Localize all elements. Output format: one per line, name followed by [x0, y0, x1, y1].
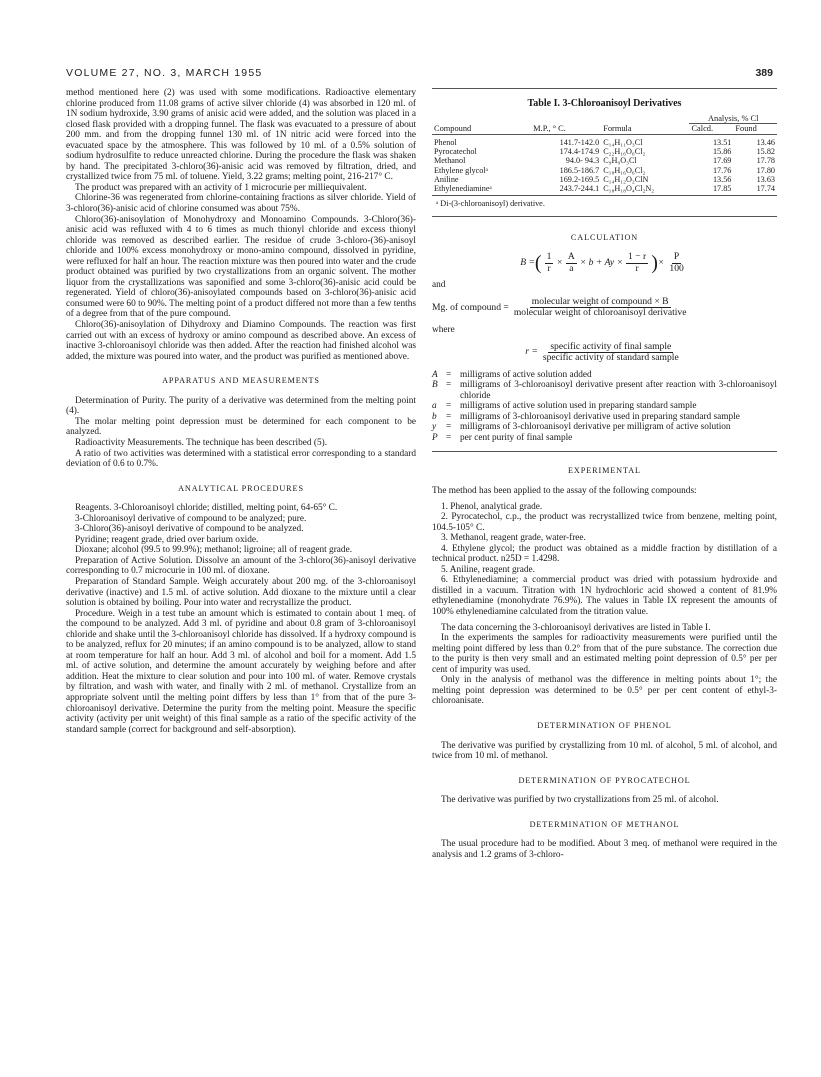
- definition-text: per cent purity of final sample: [460, 432, 573, 443]
- column-header: M.P., ° C.: [531, 123, 601, 134]
- list-item: 4. Ethylene glycol; the product was obtained as a middle fraction by distillation of a technical product. n25D = 1.4298.: [432, 543, 777, 565]
- table-cell: 13.46: [756, 137, 775, 147]
- paragraph: 3-Chloro(36)-anisoyl derivative of compound to be analyzed.: [75, 524, 304, 535]
- table-cell: 17.76: [712, 165, 732, 175]
- paragraph: The data concerning the 3-chloroanisoyl derivatives are listed in Table I.: [441, 622, 711, 633]
- section-heading: CALCULATION: [570, 232, 639, 242]
- section-heading: DETERMINATION OF METHANOL: [529, 819, 680, 829]
- paragraph: Chlorine-36 was regenerated from chlorine-containing fractions as silver chloride. Yield of 3-chloro(36)-anisic acid of chlorine consumed was about 75%.: [66, 193, 416, 215]
- table-cell: C₉H₉O₃Cl: [603, 156, 637, 166]
- paragraph: 3-Chloroanisoyl derivative of compound to be analyzed; pure.: [75, 513, 307, 524]
- definition-text: milligrams of active solution added: [460, 369, 592, 380]
- list-item: 2. Pyrocatechol, c.p., the product was recrystallized twice from benzene, melting point, 104.5-105° C.: [432, 512, 777, 533]
- definition-row: b = milligrams of 3-chloroanisoyl derivative used in preparing standard sample: [432, 412, 777, 423]
- table-cell: 94.0- 94.3: [565, 156, 600, 166]
- definition-text: milligrams of 3-chloroanisoyl derivative present after reaction with 3-chloroanisoyl chloride: [460, 380, 777, 401]
- list-item: 6. Ethylenediamine; a commercial product was dried with potassium hydroxide and distilled in a vacuum. Titration with 1N hydrochloric acid showed a content of 81.9% ethylenediamine (monohydrate 76.9%). The values in Table IX represent the amounts of 100% ethylenediamine calculated from the titration value.: [432, 575, 777, 618]
- list-item: 5. Aniline, reagent grade.: [441, 564, 535, 575]
- table-row: [432, 134, 777, 147]
- table-cell: C₂₂H₁₆O₆Cl₂: [603, 147, 646, 157]
- table-cell: C₁₈H₁₆O₆Cl₂: [603, 165, 646, 175]
- section-heading: APPARATUS AND MEASUREMENTS: [162, 376, 320, 386]
- table-cell: Phenol: [434, 137, 457, 147]
- table-cell: 13.63: [756, 174, 775, 184]
- section-heading: DETERMINATION OF PHENOL: [537, 720, 672, 730]
- page-number: 389: [755, 67, 773, 79]
- paragraph: Reagents. 3-Chloroanisoyl chloride; distilled, melting point, 64-65° C.: [75, 503, 338, 514]
- paragraph: The derivative was purified by two crystallizations from 25 ml. of alcohol.: [441, 795, 719, 806]
- column-header: Found: [733, 123, 777, 134]
- definition-text: milligrams of 3-chloroanisoyl derivative per milligram of active solution: [460, 422, 731, 433]
- definition-row: P = per cent purity of final sample: [432, 433, 777, 444]
- section-heading: DETERMINATION OF PYROCATECHOL: [518, 775, 691, 785]
- table-cell: 13.51: [712, 137, 732, 147]
- table-row: [432, 147, 777, 156]
- table-cell: 17.78: [756, 156, 775, 166]
- table-row: [432, 175, 777, 184]
- table-cell: 17.69: [712, 156, 732, 166]
- equation-b: B = ( $\frac{1}{r}$ × $\frac{A}{a}$ × b + Ay × $\frac{1 - r}{r}$ ) × $\frac{P}{100}$: [520, 251, 684, 275]
- mg-label: Mg. of compound =: [432, 301, 509, 313]
- definition-symbol: y: [432, 422, 437, 433]
- definition-symbol: P: [432, 432, 438, 443]
- definitions-list: [432, 370, 777, 444]
- column-header: Compound: [432, 123, 531, 134]
- table-cell: 15.82: [756, 147, 775, 157]
- definition-symbol: b: [432, 411, 437, 422]
- mg-denominator: molecular weight of chloroanisoyl derivative: [513, 307, 687, 319]
- definition-symbol: a: [432, 401, 437, 412]
- column-header: Calcd.: [689, 123, 733, 134]
- column-header: Formula: [601, 123, 689, 134]
- r-numerator: specific activity of final sample: [550, 340, 672, 352]
- paragraph: The method has been applied to the assay of the following compounds:: [432, 486, 697, 497]
- calculation-block: [432, 252, 777, 443]
- mg-numerator: molecular weight of compound × B: [531, 295, 669, 307]
- r-denominator: specific activity of standard sample: [542, 352, 679, 364]
- table-top-rule: [432, 88, 777, 89]
- equation-mg: [432, 297, 777, 319]
- paragraph: method mentioned here (2) was used with some modifications. Radioactive elementary chlorine produced from 11.08 grams of active silver chloride (4) was absorbed in 120 ml. of 1N sodium hydroxide, 3.90 grams of anisic acid were added, and the solution was placed in a closed flask provided with a dropping funnel. The flask was evacuated to a pressure of about 200 mm. and from the dropping funnel 130 ml. of 1N nitric acid were forced into the evacuated space by the atmosphere. This was followed by 10 ml. of a 0.5% solution of sodium hydrosulfite to reduce unreacted chlorine. During the procedure the flask was shaken by hand. The precipitated 3-chloro(36)-anisic acid was removed by filtration, dried, and crystallized twice from 75 ml. of toluene. Yield, 3.22 grams; melting point, 216-217° C.: [66, 88, 416, 183]
- where-word: where: [432, 325, 455, 335]
- paragraph: In the experiments the samples for radioactivity measurements were purified until the melting point differed by less than 0.2° from that of the pure substance. The correction due to the purity is then very small and an estimated melting point depression of 0.5° per per cent of impurity was used.: [432, 633, 777, 675]
- table-cell: 169.2-169.5: [559, 174, 600, 184]
- right-column: [432, 88, 777, 860]
- table-row: [432, 156, 777, 165]
- paragraph: Dioxane; alcohol (99.5 to 99.9%); methanol; ligroine; all of reagent grade.: [75, 545, 353, 556]
- paragraph: Chloro(36)-anisoylation of Dihydroxy and Diamino Compounds. The reaction was first carried out with an excess of hydroxy or amino compound as described above. An excess of inactive 3-chloroanisoyl chloride was then added. After the reaction had finished alcohol was added, the mixture was poured into water, and the product was purified as mentioned above.: [66, 320, 416, 362]
- paragraph: Determination of Purity. The purity of a derivative was determined from the melting point (4).: [66, 395, 416, 417]
- paragraph: A ratio of two activities was determined with a statistical error corresponding to a standard deviation of 0.6 to 0.7%.: [66, 448, 416, 470]
- and-word: and: [432, 280, 446, 291]
- journal-line: VOLUME 27, NO. 3, MARCH 1955: [66, 67, 263, 79]
- section-rule: [432, 451, 777, 452]
- table-footnote: ᵃ Di-(3-chloroanisoyl) derivative.: [436, 199, 545, 209]
- table-cell: Methanol: [434, 156, 466, 166]
- definition-row: a = milligrams of active solution used in preparing standard sample: [432, 401, 777, 412]
- paragraph: Preparation of Standard Sample. Weigh accurately about 200 mg. of the 3-chloroanisoyl derivative (inactive) and 1.5 ml. of active solution. Add dioxane to the mixture until a clear solution is obtained by boiling. Pour into water and recrystallize the product.: [66, 576, 416, 609]
- table-cell: 13.56: [712, 174, 732, 184]
- list-item: 3. Methanol, reagent grade, water-free.: [441, 533, 586, 544]
- paragraph: The molar melting point depression must be determined for each component to be analyzed.: [66, 416, 416, 438]
- table-title: Table I. 3-Chloroanisoyl Derivatives: [527, 98, 682, 109]
- definition-row: B = milligrams of 3-chloroanisoyl derivative present after reaction with 3-chloroanisoyl chloride: [432, 380, 777, 401]
- paragraph: Chloro(36)-anisoylation of Monohydroxy and Monoamino Compounds. 3-Chloro(36)-anisic acid was refluxed with 4 to 6 times as much thionyl chloride and excess thionyl chloride was removed as described earlier. The residue of crude 3-chloro-(36)-anisoyl chloride and 100% excess monohydroxy or mono-amino compound, dissolved in pyridine, were refluxed for half an hour. The reaction mixture was then poured into water and the crude product obtained was purified by two crystallizations from an organic solvent. The mother liquor from the crystallizations was saponified and some 3-chloro(36)-anisic acid could be regenerated. Yield of chloro(36)-anisoylated compounds based on 3-chloro(36)-anisic acid consumed were 60 to 90%. The melting point of a product differed not more than a few tenths of a degree from that of the pure compound.: [66, 214, 416, 320]
- table-cell: C₁₄H₁₁O₃Cl: [603, 137, 643, 147]
- section-heading: EXPERIMENTAL: [568, 466, 641, 476]
- paragraph: The product was prepared with an activity of 1 microcurie per milliequivalent.: [75, 182, 367, 193]
- table-cell: 17.74: [733, 184, 777, 196]
- definition-symbol: B: [432, 380, 438, 391]
- table-cell: Aniline: [434, 174, 459, 184]
- table-row: [432, 184, 777, 196]
- table-bottom-rule: [432, 216, 777, 217]
- running-head: [66, 67, 773, 79]
- paragraph: The usual procedure had to be modified. About 3 meq. of methanol were required in the analysis and 1.2 grams of 3-chloro-: [432, 839, 777, 860]
- definition-row: A = milligrams of active solution added: [432, 370, 777, 381]
- analysis-header: Analysis, % Cl: [689, 114, 777, 124]
- table-cell: 243.7-244.1: [531, 184, 601, 196]
- paragraph: Radioactivity Measurements. The technique has been described (5).: [75, 437, 328, 448]
- table-cell: C₁₄H₁₂O₂ClN: [603, 174, 649, 184]
- table-cell: Ethylene glycolᵃ: [434, 165, 488, 175]
- table-cell: 186.5-186.7: [559, 165, 600, 175]
- table-cell: 17.80: [756, 165, 775, 175]
- table-cell: C₁₈H₁₈O₄Cl₂N₂: [601, 184, 689, 196]
- table-cell: 174.4-174.9: [559, 147, 600, 157]
- equation-r: [432, 342, 777, 364]
- paragraph: Only in the analysis of methanol was the difference in melting points about 1°; the melting point depression was determined to be 0.5° per per cent content of ethyl-3-chloroanisate.: [432, 675, 777, 707]
- derivatives-table: [432, 114, 777, 197]
- table-cell: Ethylenediamineᵃ: [432, 184, 531, 196]
- table-cell: Pyrocatechol: [434, 147, 477, 157]
- definition-text: milligrams of active solution used in preparing standard sample: [460, 401, 697, 412]
- left-column: [66, 88, 416, 735]
- table-row: [432, 166, 777, 175]
- definition-symbol: A: [432, 369, 438, 380]
- paragraph: Procedure. Weigh in a test tube an amount which is estimated to contain about 1 meq. of the compound to be analyzed. Add 3 ml. of pyridine and about 0.8 gram of 3-chloroanisoyl chloride and shake until the 3-chloroanisoyl chloride has dissolved. If a hydroxy compound is to be analyzed, reflux for 20 minutes; if an amino compound is to be analyzed, allow to stand at room temperature for half an hour. Add 3 ml. of alcohol and boil for a moment. Add 1.5 ml. of active solution, and determine the amount accurately by weighing before and after addition. Heat the mixture to clear solution and pour into 100 ml. of water. Remove crystals by filtration, and wash with water, and finally with 2 ml. of methanol. Crystallize from an appropriate solvent until the melting point differs by less than 1° from that of the pure 3-chloroanisoyl derivative. Determine the purity from the melting point. Measure the specific activity (activity per unit weight) of this final sample as a ratio of the specific activity of the standard sample (correct for background and self-absorption).: [66, 608, 416, 735]
- r-label: r =: [525, 346, 538, 358]
- list-item: 1. Phenol, analytical grade.: [441, 501, 543, 512]
- definition-text: milligrams of 3-chloroanisoyl derivative used in preparing standard sample: [460, 411, 740, 422]
- paragraph: The derivative was purified by crystallizing from 10 ml. of alcohol, 5 ml. of alcohol, and twice from 10 ml. of methanol.: [432, 740, 777, 762]
- table-cell: 17.85: [689, 184, 733, 196]
- section-heading: ANALYTICAL PROCEDURES: [178, 483, 304, 493]
- table-cell: 141.7-142.0: [559, 137, 600, 147]
- paragraph: Pyridine; reagent grade, dried over barium oxide.: [75, 534, 259, 545]
- table-cell: 15.86: [712, 147, 732, 157]
- definition-row: y = milligrams of 3-chloroanisoyl derivative per milligram of active solution: [432, 422, 777, 433]
- paragraph: Preparation of Active Solution. Dissolve an amount of the 3-chloro(36)-anisoyl derivative corresponding to 0.7 microcurie in 100 ml. of dioxane.: [66, 555, 416, 577]
